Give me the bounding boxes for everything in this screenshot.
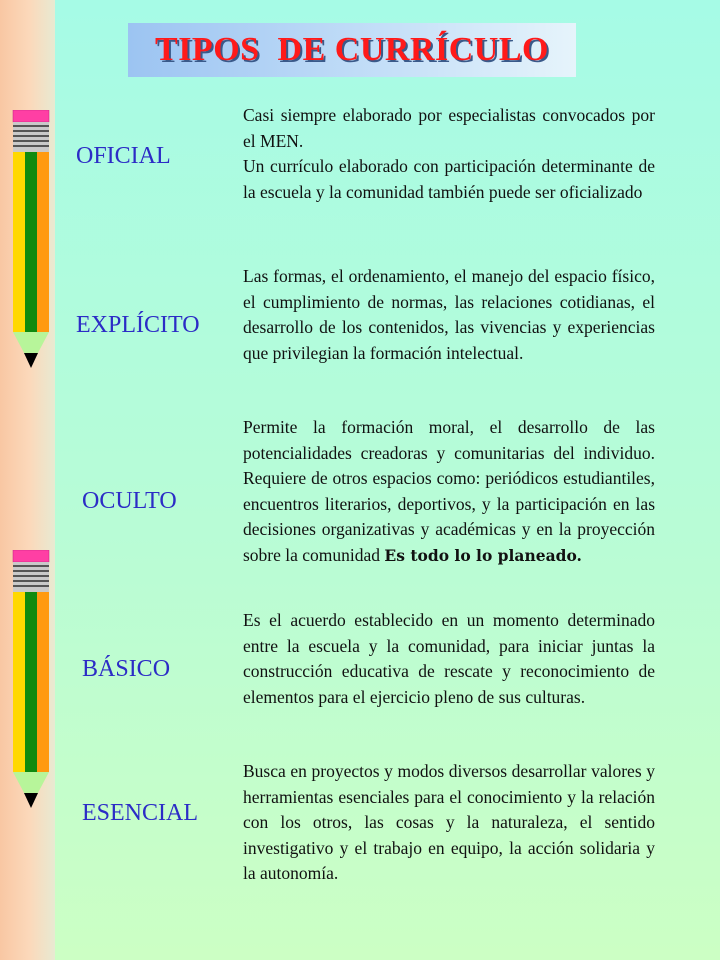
- desc-esencial: [243, 759, 655, 887]
- desc-explicito-text: Las formas, el ordenamiento, el manejo del espacio físico, el cumplimiento de normas, las relaciones cotidianas, el desarrollo de los contenidos, las vivencias y experiencias que privilegian la formación intelectual.: [243, 266, 655, 363]
- page-title: TIPOS DE CURRÍCULO: [155, 31, 549, 68]
- desc-oficial-line1: Casi siempre elaborado por especialistas convocados por el MEN.: [243, 105, 655, 151]
- desc-explicito: [243, 264, 655, 366]
- term-explicito: EXPLÍCITO: [76, 312, 200, 338]
- term-basico: BÁSICO: [82, 656, 171, 682]
- desc-basico-text: Es el acuerdo establecido en un momento determinado entre la escuela y la comunidad, para iniciar juntas la construcción educativa de rescate y reconocimiento de elementos para el ejercicio pleno de sus culturas.: [243, 610, 655, 707]
- term-esencial: ESENCIAL: [82, 800, 198, 826]
- desc-oficial-line2: Un currículo elaborado con participación determinante de la escuela y la comunidad también puede ser oficializado: [243, 156, 655, 202]
- desc-oficial: [243, 103, 655, 205]
- desc-esencial-text: Busca en proyectos y modos diversos desarrollar valores y herramientas esenciales para el conocimiento y la relación con los otros, las cosas y la naturaleza, el sentido investigativo y el trabajo en equipo, la acción solidaria y la autonomía.: [243, 761, 655, 883]
- desc-oculto-bold: Es todo lo lo planeado.: [384, 545, 582, 565]
- pencil-icon: [12, 110, 50, 368]
- desc-oculto-text: Permite la formación moral, el desarrollo de las potencialidades creadoras y comunitarias del individuo. Requiere de otros espacios como: periódicos estudiantiles, encuentros literarios, deportivos, y la participación en las decisiones organizativas y académicas y en la proyección sobre la comunidad: [243, 417, 655, 565]
- term-oficial: OFICIAL: [76, 143, 171, 169]
- desc-basico: [243, 608, 655, 710]
- term-oculto: OCULTO: [82, 488, 177, 514]
- title-banner: [128, 23, 576, 77]
- pencil-icon: [12, 550, 50, 808]
- desc-oculto: [243, 415, 655, 568]
